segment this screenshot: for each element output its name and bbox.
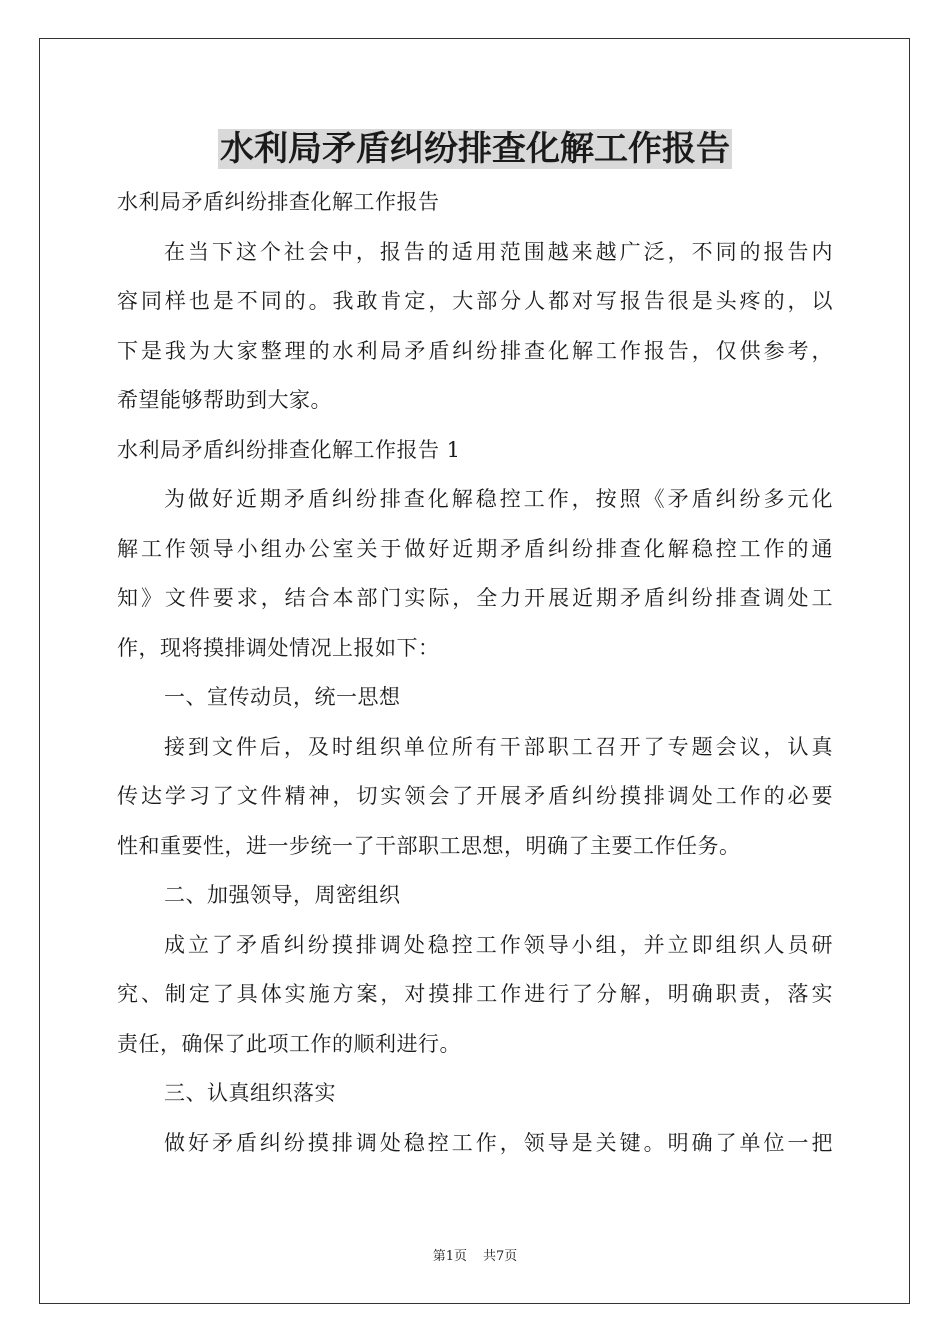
heading-line: 二、加强领导，周密组织: [164, 883, 401, 907]
paragraph-line: 接到文件后，及时组织单位所有干部职工召开了专题会议，认真: [164, 734, 833, 759]
paragraph-line: 成立了矛盾纠纷摸排调处稳控工作领导小组，并立即组织人员研: [164, 932, 833, 957]
paragraph-line: 究、制定了具体实施方案，对摸排工作进行了分解，明确职责，落实: [117, 982, 833, 1006]
page-footer: [0, 1248, 950, 1266]
paragraph-line: 容同样也是不同的。我敢肯定，大部分人都对写报告很是头疼的，以: [117, 289, 833, 313]
heading-line: 三、认真组织落实: [164, 1081, 336, 1105]
paragraph-line: 责任，确保了此项工作的顺利进行。: [117, 1031, 461, 1056]
paragraph-line: 作，现将摸排调处情况上报如下：: [117, 635, 440, 660]
paragraph-line: 解工作领导小组办公室关于做好近期矛盾纠纷排查化解稳控工作的通: [117, 536, 833, 561]
page-number: 第1页: [432, 1249, 467, 1264]
paragraph-line: 知》文件要求，结合本部门实际，全力开展近期矛盾纠纷排查调处工: [117, 586, 833, 610]
page-total: 共7页: [483, 1249, 518, 1264]
paragraph-line: 下是我为大家整理的水利局矛盾纠纷排查化解工作报告，仅供参考，: [117, 338, 833, 363]
section-heading-line: 水利局矛盾纠纷排查化解工作报告 1: [117, 437, 461, 462]
document-title-text: 水利局矛盾纠纷排查化解工作报告: [220, 129, 730, 169]
paragraph-line: 性和重要性，进一步统一了干部职工思想，明确了主要工作任务。: [117, 833, 741, 858]
paragraph-line: 做好矛盾纠纷摸排调处稳控工作，领导是关键。明确了单位一把: [164, 1130, 833, 1155]
paragraph-line: 希望能够帮助到大家。: [117, 388, 332, 412]
paragraph-line: 在当下这个社会中，报告的适用范围越来越广泛，不同的报告内: [164, 239, 833, 264]
paragraph-line: 为做好近期矛盾纠纷排查化解稳控工作，按照《矛盾纠纷多元化: [164, 487, 833, 511]
subtitle-line: 水利局矛盾纠纷排查化解工作报告: [117, 190, 440, 214]
document-title: [0, 126, 950, 172]
heading-line: 一、宣传动员，统一思想: [164, 685, 401, 709]
document-body: [117, 178, 833, 1168]
paragraph-line: 传达学习了文件精神，切实领会了开展矛盾纠纷摸排调处工作的必要: [117, 784, 833, 808]
